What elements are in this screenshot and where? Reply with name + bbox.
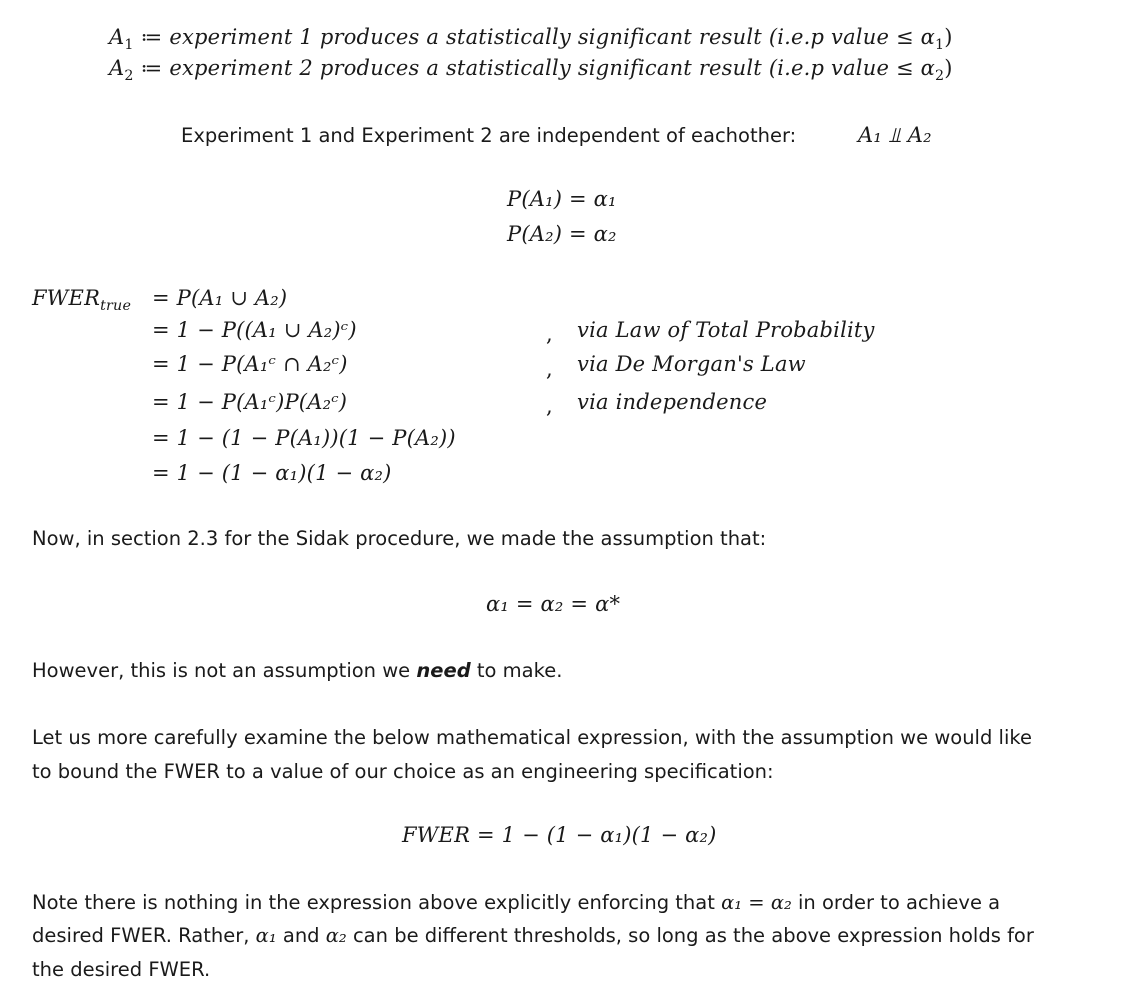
note-line1-math: α₁ = α₂ [721,891,792,914]
definition-a2-symbol: A [109,56,125,80]
derivation-reason-4: via independence [577,390,768,414]
note-line2-math-1: α₁ [255,924,277,947]
note-paragraph-line-1 [32,886,1000,920]
assumption-paragraph [32,654,562,688]
derivation-reason-2: via Law of Total Probability [577,318,875,342]
note-line1-after: in order to achieve a [791,891,1001,914]
derivation-separator-4: , [546,394,553,418]
note-paragraph-line-3: the desired FWER. [32,958,211,981]
definition-a1-symbol: A [109,25,125,49]
derivation-separator-2: , [546,322,553,346]
sidak-equation: α₁ = α₂ = α* [486,592,621,616]
probability-a2: P(A₂) = α₂ [507,222,617,246]
fwer-lhs-subscript: true [100,297,132,314]
note-line2-mid: and [276,924,326,947]
independence-statement: Experiment 1 and Experiment 2 are independent of eachother: [181,124,797,147]
definition-a1-text-end: ) [944,25,953,49]
derivation-step-3: = 1 − P(A₁ᶜ ∩ A₂ᶜ) [152,352,348,376]
note-line2-after: can be different thresholds, so long as the above expression holds for [346,924,1034,947]
note-line2-math-2: α₂ [325,924,347,947]
definition-a1-index: 1 [124,36,134,53]
assumption-before: However, this is not an assumption we [32,659,417,682]
note-line1-before: Note there is nothing in the expression above explicitly enforcing that [32,891,722,914]
definition-a1 [109,25,953,53]
definition-a2-text: experiment 2 produces a statistically significant result (i.e.p value ≤ α [169,56,936,80]
definition-a2 [109,56,953,84]
fwer-lhs [32,286,131,314]
fwer-lhs-label: FWER [32,286,101,310]
independence-relation: A₁ ⫫ A₂ [858,123,932,147]
derivation-separator-3: , [546,357,553,381]
derivation-step-2: = 1 − P((A₁ ∪ A₂)ᶜ) [152,318,357,342]
assumption-after: to make. [470,659,563,682]
derivation-reason-3: via De Morgan's Law [577,352,806,376]
sidak-paragraph: Now, in section 2.3 for the Sidak procedure, we made the assumption that: [32,527,767,550]
derivation-step-4: = 1 − P(A₁ᶜ)P(A₂ᶜ) [152,390,348,414]
definition-a2-text-index: 2 [935,67,945,84]
probability-a1: P(A₁) = α₁ [507,187,617,211]
definition-a1-text: experiment 1 produces a statistically significant result (i.e.p value ≤ α [169,25,936,49]
derivation-step-6: = 1 − (1 − α₁)(1 − α₂) [152,461,392,485]
assumption-emphasis: need [416,659,471,682]
definition-a2-index: 2 [124,67,134,84]
fwer-equation: FWER = 1 − (1 − α₁)(1 − α₂) [402,823,717,847]
note-line2-before: desired FWER. Rather, [32,924,256,947]
definition-a2-text-end: ) [944,56,953,80]
examine-paragraph-line-2: to bound the FWER to a value of our choice as an engineering specification: [32,760,774,783]
derivation-step-5: = 1 − (1 − P(A₁))(1 − P(A₂)) [152,426,456,450]
derivation-step-1: = P(A₁ ∪ A₂) [152,286,288,310]
examine-paragraph-line-1: Let us more carefully examine the below mathematical expression, with the assumption we would like [32,726,1032,749]
definition-a2-operator: ≔ [133,56,170,80]
definition-a1-text-index: 1 [935,36,945,53]
note-paragraph-line-2 [32,919,1034,953]
definition-a1-operator: ≔ [133,25,170,49]
